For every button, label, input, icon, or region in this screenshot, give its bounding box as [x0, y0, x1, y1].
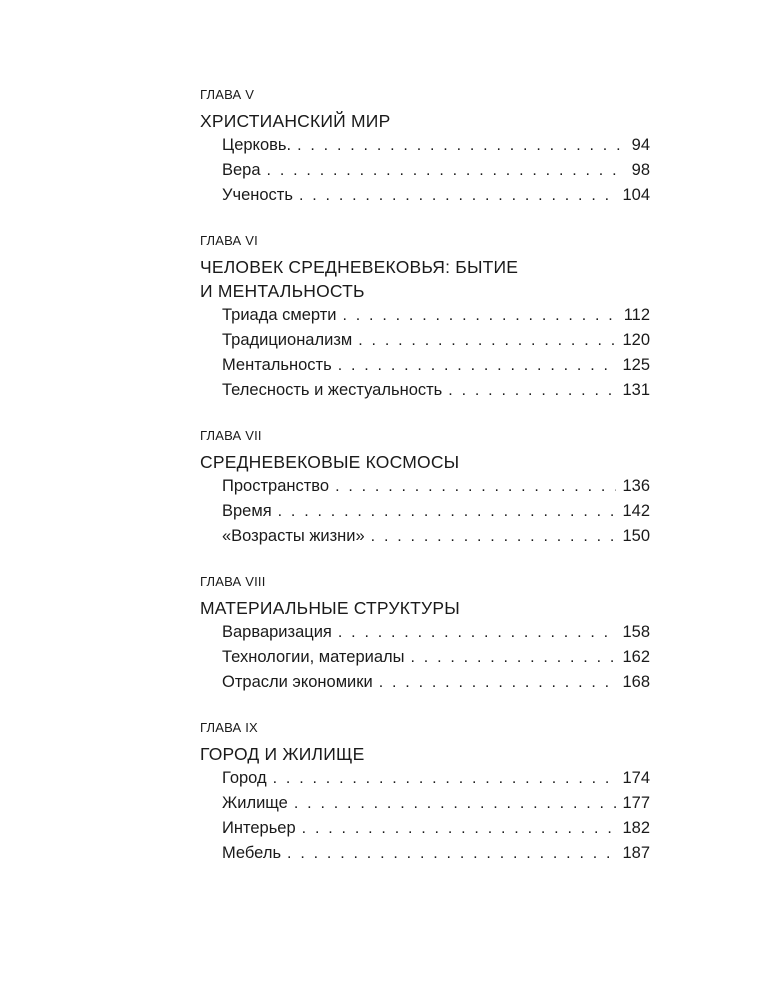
- page-number: 136: [616, 474, 650, 498]
- chapter-label: ГЛАВА V: [200, 87, 255, 102]
- page-number: 168: [616, 670, 650, 694]
- chapter-5: [200, 86, 650, 208]
- page-number: 158: [616, 620, 650, 644]
- entry-title: Интерьер: [222, 816, 302, 840]
- chapter-label: ГЛАВА IX: [200, 720, 258, 735]
- entry-title: Вера: [222, 158, 267, 182]
- dot-leader: [342, 304, 617, 328]
- entry-title: Пространство: [222, 474, 335, 498]
- toc-entry[interactable]: [222, 474, 650, 499]
- page-number: 104: [616, 183, 650, 207]
- table-of-contents: [200, 86, 650, 890]
- toc-entry[interactable]: [222, 841, 650, 866]
- page-number: 120: [616, 328, 650, 352]
- entry-title: Время: [222, 499, 278, 523]
- page-number: 162: [616, 645, 650, 669]
- page-number: 187: [616, 841, 650, 865]
- entry-title: Жилище: [222, 791, 294, 815]
- page-number: 112: [618, 303, 650, 327]
- page-number: 131: [616, 378, 650, 402]
- dot-leader: [299, 184, 617, 208]
- toc-entry[interactable]: [222, 303, 650, 328]
- entry-title: Триада смерти: [222, 303, 342, 327]
- dot-leader: [338, 354, 617, 378]
- chapter-title: ЧЕЛОВЕК СРЕДНЕВЕКОВЬЯ: БЫТИЕ: [200, 257, 519, 277]
- dot-leader: [297, 134, 620, 158]
- entry-title: Город: [222, 766, 273, 790]
- toc-entry[interactable]: [222, 499, 650, 524]
- chapter-label: ГЛАВА VI: [200, 233, 258, 248]
- chapter-title: МАТЕРИАЛЬНЫЕ СТРУКТУРЫ: [200, 598, 460, 618]
- toc-entry[interactable]: [222, 645, 650, 670]
- chapter-8: [200, 573, 650, 695]
- toc-entry[interactable]: [222, 791, 650, 816]
- toc-entry[interactable]: [222, 766, 650, 791]
- chapter-label: ГЛАВА VIII: [200, 574, 266, 589]
- toc-entry[interactable]: [222, 670, 650, 695]
- entry-title: Ментальность: [222, 353, 338, 377]
- dot-leader: [294, 792, 617, 816]
- toc-entry[interactable]: [222, 353, 650, 378]
- entry-title: Мебель: [222, 841, 287, 865]
- chapter-label: ГЛАВА VII: [200, 428, 262, 443]
- chapter-9: [200, 719, 650, 866]
- page-number: 177: [616, 791, 650, 815]
- entry-title: «Возрасты жизни»: [222, 524, 371, 548]
- dot-leader: [302, 817, 617, 841]
- chapter-7: [200, 427, 650, 549]
- page-number: 98: [620, 158, 650, 182]
- page-number: 174: [616, 766, 650, 790]
- toc-entry[interactable]: [222, 133, 650, 158]
- page-number: 150: [616, 524, 650, 548]
- dot-leader: [448, 379, 616, 403]
- chapter-title: СРЕДНЕВЕКОВЫЕ КОСМОСЫ: [200, 452, 460, 472]
- toc-entry[interactable]: [222, 620, 650, 645]
- dot-leader: [338, 621, 617, 645]
- entry-title: Ученость: [222, 183, 299, 207]
- entry-title: Отрасли экономики: [222, 670, 379, 694]
- chapter-6: [200, 232, 650, 403]
- dot-leader: [358, 329, 616, 353]
- chapter-title: ХРИСТИАНСКИЙ МИР: [200, 111, 391, 131]
- entry-title: Традиционализм: [222, 328, 358, 352]
- chapter-title-continued: И МЕНТАЛЬНОСТЬ: [200, 281, 365, 301]
- toc-entry[interactable]: [222, 524, 650, 549]
- dot-leader: [267, 159, 620, 183]
- toc-entry[interactable]: [222, 183, 650, 208]
- toc-entry[interactable]: [222, 328, 650, 353]
- page-number: 94: [620, 133, 650, 157]
- dot-leader: [287, 842, 616, 866]
- chapter-title: ГОРОД И ЖИЛИЩЕ: [200, 744, 365, 764]
- dot-leader: [371, 525, 617, 549]
- page-number: 182: [616, 816, 650, 840]
- entry-title: Телесность и жестуальность: [222, 378, 448, 402]
- entry-title: Варваризация: [222, 620, 338, 644]
- entry-title: Технологии, материалы: [222, 645, 411, 669]
- entry-title: Церковь.: [222, 133, 297, 157]
- dot-leader: [273, 767, 617, 791]
- dot-leader: [335, 475, 616, 499]
- toc-entry[interactable]: [222, 158, 650, 183]
- toc-entry[interactable]: [222, 816, 650, 841]
- toc-entry[interactable]: [222, 378, 650, 403]
- dot-leader: [379, 671, 617, 695]
- dot-leader: [278, 500, 617, 524]
- page-number: 142: [616, 499, 650, 523]
- dot-leader: [411, 646, 617, 670]
- page-number: 125: [616, 353, 650, 377]
